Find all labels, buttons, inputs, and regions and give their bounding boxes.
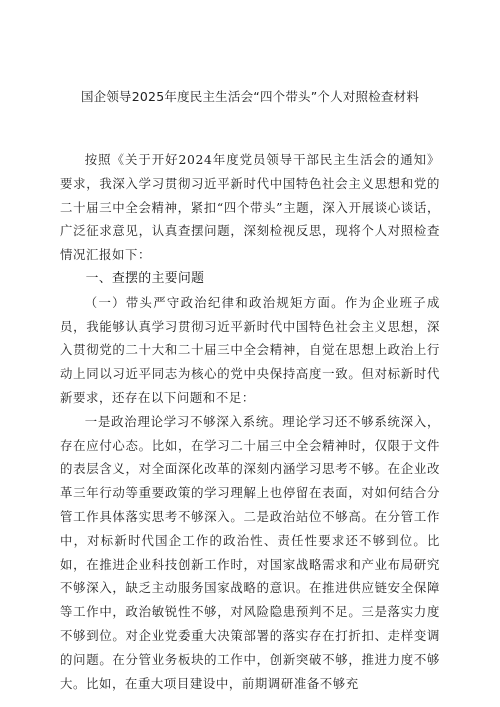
document-title: 国企领导2025年度民主生活会“四个带头”个人对照检查材料 xyxy=(80,89,420,104)
problems-paragraph: 一是政治理论学习不够深入系统。理论学习还不够系统深入，存在应付心态。比如，在学习二十届三中全会精神时，仅限于文件的表层含义，对全面深化改革的深刻内涵学习思考不够。在企业改革三年行动等重要政策的学习理解上也停留在表面，对如何结合分管工作具体落实思考不够深入。二是政治站位不够高。在分管工作中，对标新时代国企工作的政治性、责任性要求还不够到位。比如，在推进企业科技创新工作时，对国家战略需求和产业布局研究不够深入，缺乏主动服务国家战略的意识。在推进供应链安全保障等工作中，政治敏锐性不够，对风险隐患预判不足。三是落实力度不够到位。对企业党委重大决策部署的落实存在打折扣、走样变调的问题。在分管业务板块的工作中，创新突破不够，推进力度不够大。比如，在重大项目建设中，前期调研准备不够充 xyxy=(60,413,440,691)
document-body xyxy=(60,148,440,695)
intro-paragraph: 按照《关于开好2024年度党员领导干部民主生活会的通知》要求，我深入学习贯彻习近平新时代中国特色社会主义思想和党的二十届三中全会精神，紧扣“四个带头”主题，深入开展谈心谈话，广泛征求意见，认真查摆问题，深刻检视反思，现将个人对照检查情况汇报如下： xyxy=(60,152,440,263)
section-heading: 一、查摆的主要问题 xyxy=(85,270,205,286)
subsection-paragraph: （一）带头严守政治纪律和政治规矩方面。作为企业班子成员，我能够认真学习贯彻习近平新时代中国特色社会主义思想，深入贯彻党的二十大和二十届三中全会精神，自觉在思想上政治上行动上同以习近平同志为核心的党中央保持高度一致。但对标新时代新要求，还存在以下问题和不足： xyxy=(60,294,440,405)
